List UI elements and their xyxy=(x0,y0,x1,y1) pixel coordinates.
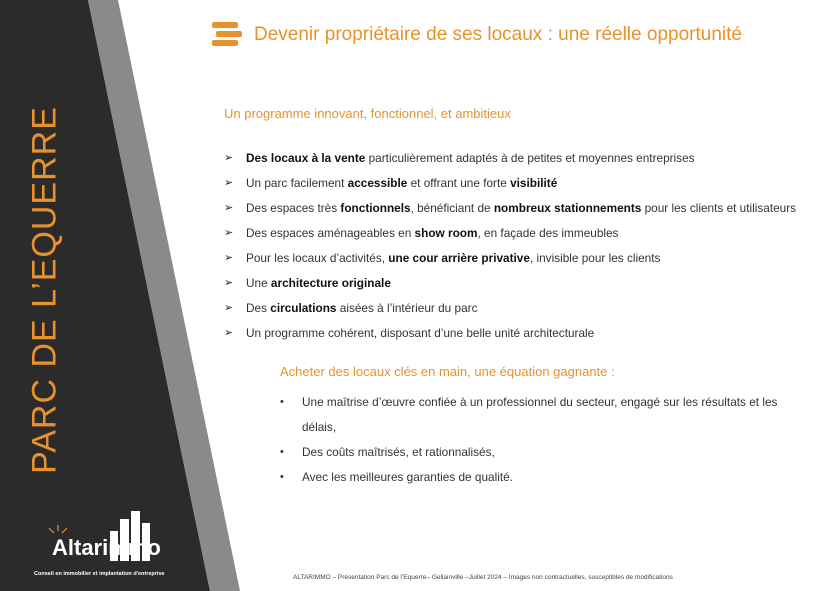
section-subtitle: Un programme innovant, fonctionnel, et ambitieux xyxy=(224,106,511,121)
list-item xyxy=(280,465,810,490)
arrow-bullet-icon: ➢ xyxy=(224,202,234,214)
text-segment: Des espaces très xyxy=(246,200,341,215)
emphasis-text: accessible xyxy=(347,175,408,190)
list-item-text xyxy=(246,151,695,165)
features-list xyxy=(224,145,796,345)
emphasis-text: une cour arrière privative xyxy=(388,250,530,265)
section-subtitle-2: Acheter des locaux clés en main, une équation gagnante : xyxy=(280,364,615,379)
benefits-list xyxy=(280,390,810,490)
emphasis-text: circulations xyxy=(270,300,337,315)
text-segment: Une xyxy=(246,275,271,290)
list-item xyxy=(280,440,810,465)
list-item xyxy=(224,170,796,195)
list-item xyxy=(224,295,796,320)
text-segment: , bénéficiant de xyxy=(410,200,494,215)
stack-icon xyxy=(212,22,244,48)
list-item xyxy=(224,245,796,270)
list-item-text xyxy=(246,176,557,190)
vertical-title: PARC DE L’EQUERRE xyxy=(25,106,64,474)
text-segment: Des espaces aménageables en xyxy=(246,225,415,240)
arrow-bullet-icon: ➢ xyxy=(224,252,234,264)
list-item xyxy=(224,320,796,345)
bullet-dot-icon: • xyxy=(280,471,284,483)
text-segment: , en façade des immeubles xyxy=(477,225,619,240)
arrow-bullet-icon: ➢ xyxy=(224,152,234,164)
page-title: Devenir propriétaire de ses locaux : une réelle opportunité xyxy=(254,24,742,45)
text-segment: particulièrement adaptés à de petites et moyennes entreprises xyxy=(365,150,695,165)
list-item-text xyxy=(246,226,618,240)
list-item-text xyxy=(246,326,594,340)
logo-text: Altarimmo xyxy=(52,535,161,560)
bullet-dot-icon: • xyxy=(280,396,284,408)
arrow-bullet-icon: ➢ xyxy=(224,277,234,289)
text-segment: Des xyxy=(246,300,271,315)
text-segment: Pour les locaux d’activités, xyxy=(246,250,389,265)
text-segment: , invisible pour les clients xyxy=(529,250,661,265)
list-item xyxy=(224,220,796,245)
text-segment: aisées à l’intérieur du parc xyxy=(336,300,478,315)
list-item xyxy=(280,390,810,440)
arrow-bullet-icon: ➢ xyxy=(224,227,234,239)
list-item xyxy=(224,195,796,220)
emphasis-text: show room xyxy=(414,225,478,240)
emphasis-text: visibilité xyxy=(510,175,558,190)
text-segment: pour les clients et utilisateurs xyxy=(641,200,797,215)
text-segment: Un programme cohérent, disposant d’une belle unité architecturale xyxy=(246,325,595,340)
list-item-text xyxy=(246,251,660,265)
list-item-text xyxy=(246,276,391,290)
arrow-bullet-icon: ➢ xyxy=(224,177,234,189)
arrow-bullet-icon: ➢ xyxy=(224,327,234,339)
list-item-text xyxy=(246,201,796,215)
footer-text: ALTARIMMO – Présentation Parc de l’Equerre– Gellainville –Juillet 2024 – Images non contractuelles, susceptibles de modifications xyxy=(293,574,673,581)
text-segment: Un parc facilement xyxy=(246,175,348,190)
list-item-text: Avec les meilleures garanties de qualité. xyxy=(302,470,513,484)
emphasis-text: architecture originale xyxy=(270,275,391,290)
bullet-dot-icon: • xyxy=(280,446,284,458)
emphasis-text: Des locaux à la vente xyxy=(246,150,366,165)
list-item xyxy=(224,270,796,295)
list-item xyxy=(224,145,796,170)
list-item-text xyxy=(246,301,477,315)
emphasis-text: nombreux stationnements xyxy=(493,200,642,215)
list-item-text: Une maîtrise d’œuvre confiée à un professionnel du secteur, engagé sur les résultats et les délais, xyxy=(302,395,778,434)
list-item-text: Des coûts maîtrisés, et rationnalisés, xyxy=(302,445,495,459)
slide-header xyxy=(212,22,742,48)
logo-tagline: Conseil en immobilier et implantation d'entreprise xyxy=(34,571,165,577)
arrow-bullet-icon: ➢ xyxy=(224,302,234,314)
emphasis-text: fonctionnels xyxy=(340,200,411,215)
text-segment: et offrant une forte xyxy=(407,175,511,190)
